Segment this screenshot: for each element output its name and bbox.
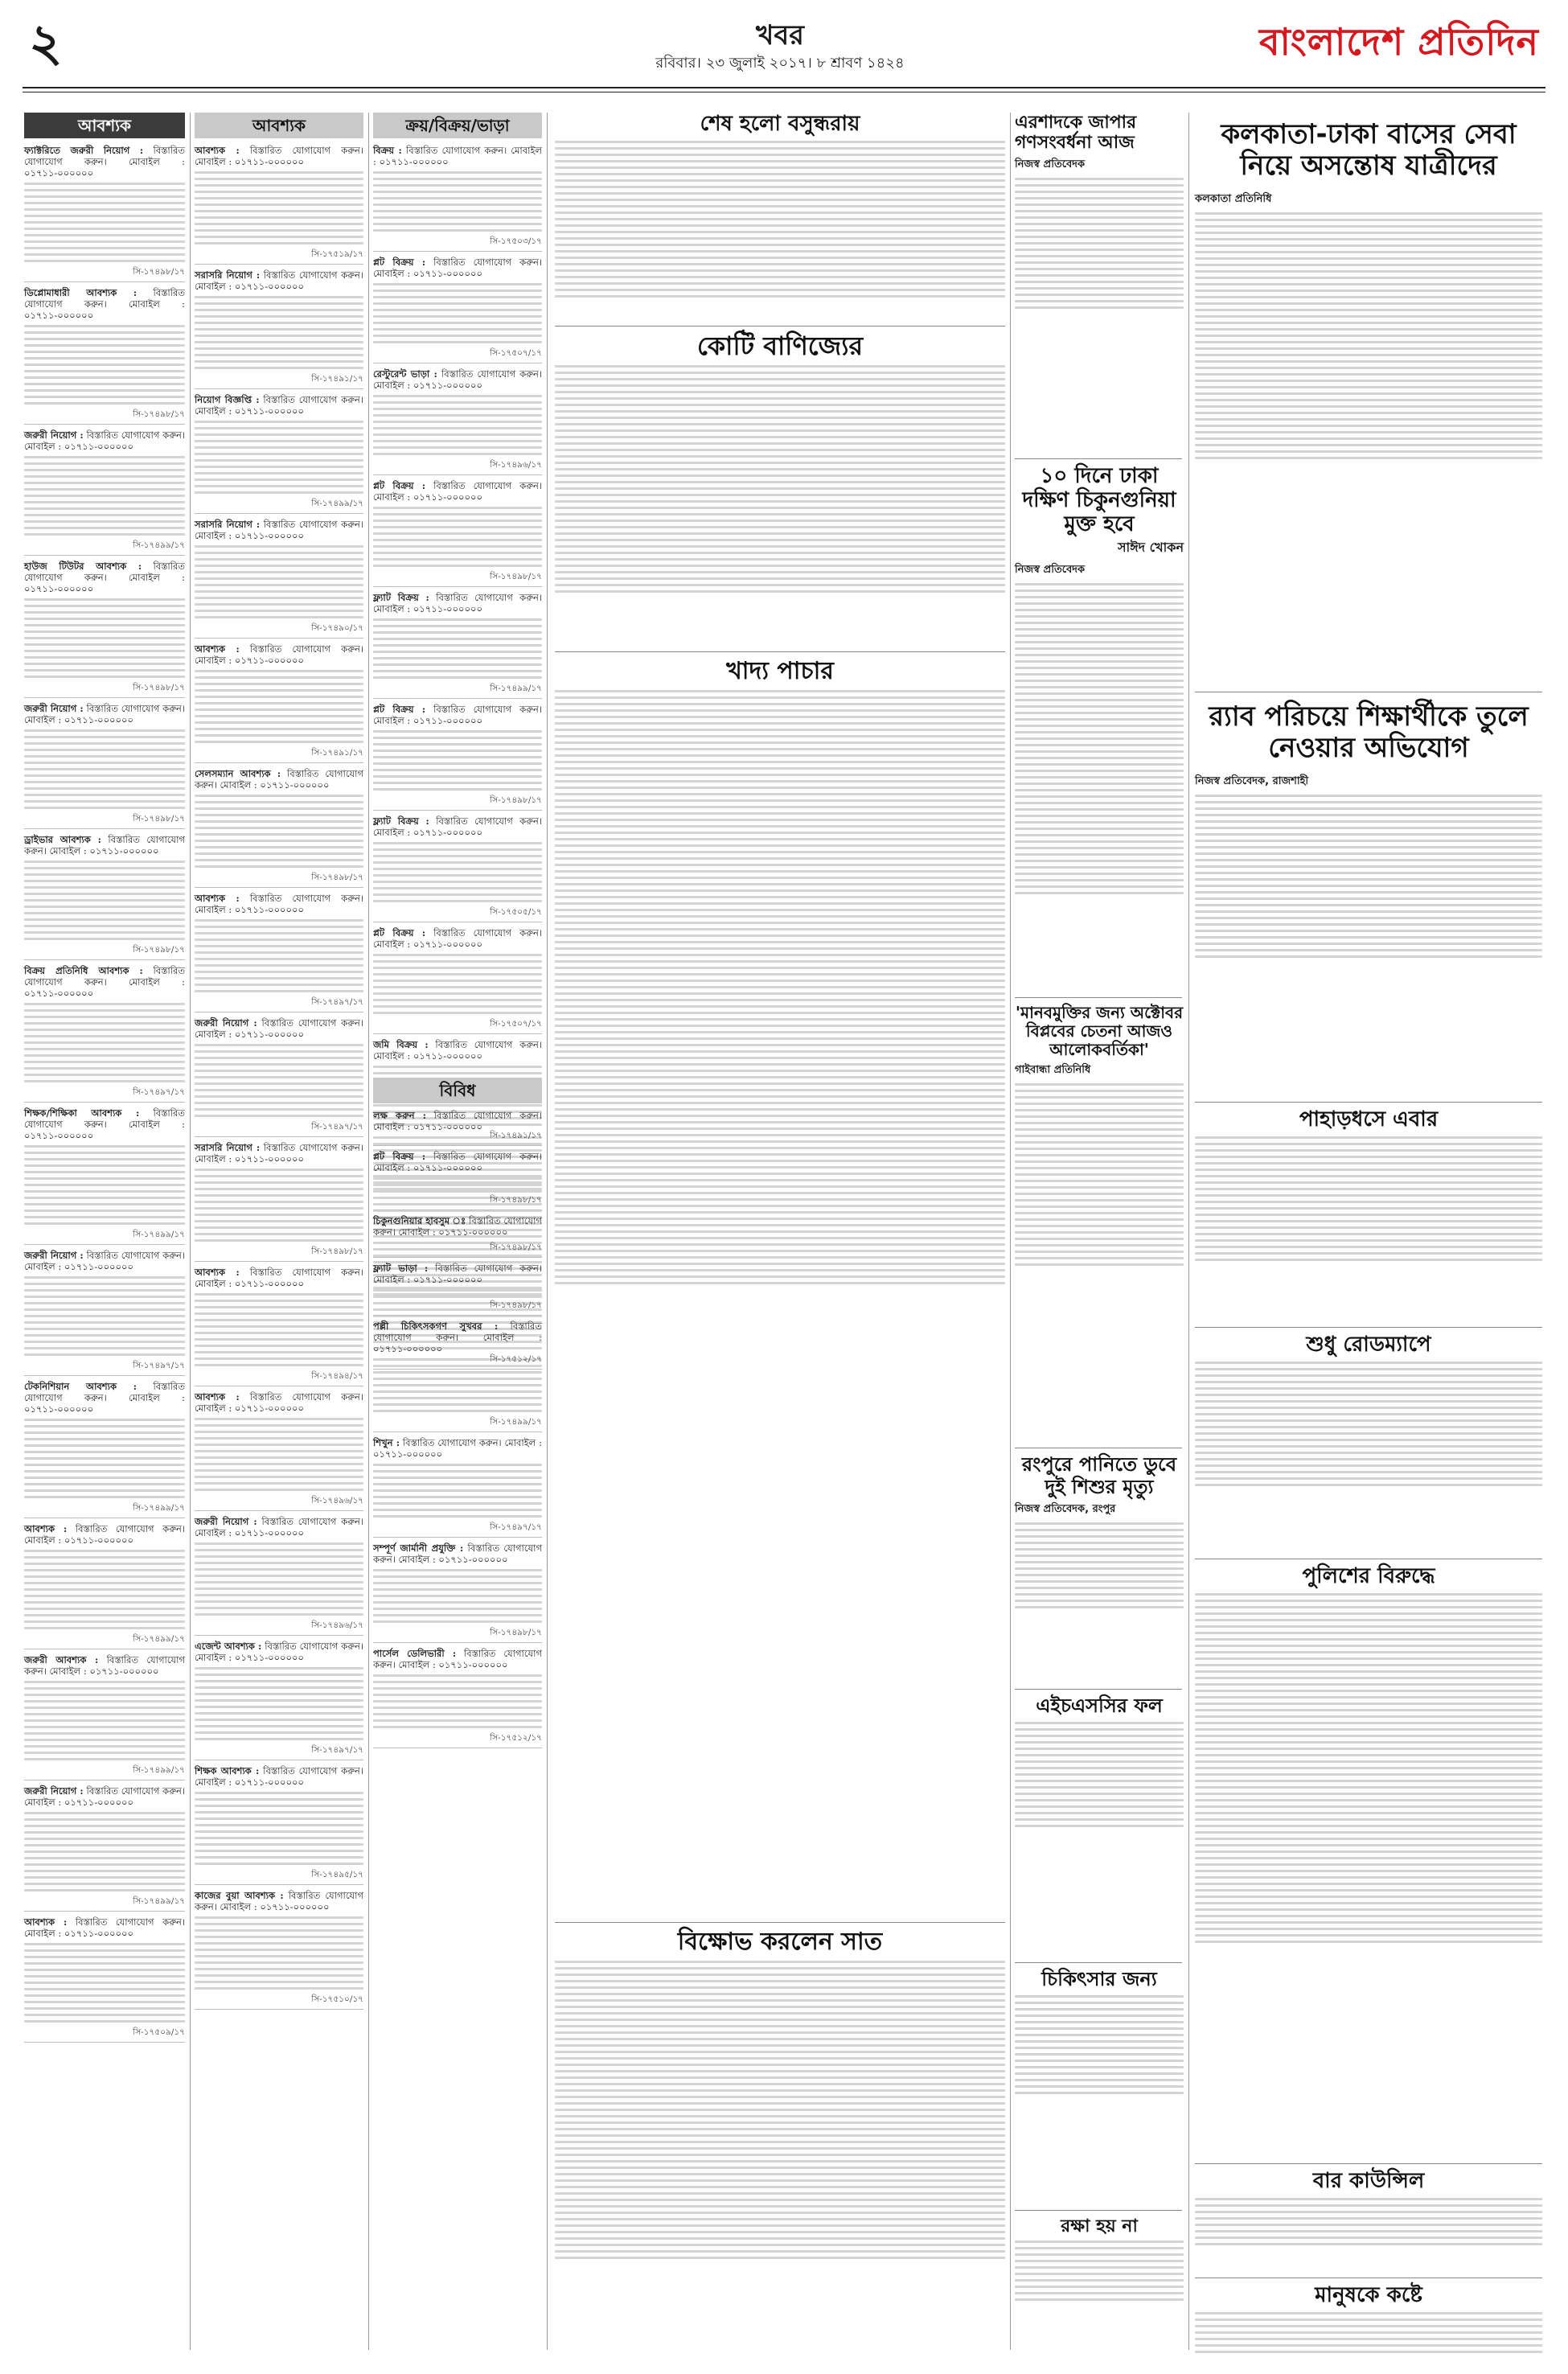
headline: কলকাতা-ঢাকা বাসের সেবা নিয়ে অসন্তোষ যাত্রীদের <box>1221 118 1517 183</box>
ad-body: বিস্তারিত যোগাযোগ করুন। মোবাইল : ০১৭১১-০০০০০০ <box>195 1267 364 1289</box>
article-roadmap <box>1195 1333 1542 1490</box>
ad-keyword: প্লট বিক্রয় : <box>373 704 426 715</box>
headline: শুধু রোডম্যাপে <box>1306 1333 1431 1357</box>
headline: 'মানবমুক্তির জন্য অক্টোবর বিপ্লবের চেতনা আজও আলোকবর্তিকা' <box>1015 1003 1184 1059</box>
ad-reference: সি-১৭৪৯৮/১৭ <box>490 1242 542 1252</box>
ad-keyword: ফ্ল্যাট বিক্রয় : <box>373 592 429 603</box>
classified-ad <box>373 480 542 587</box>
ad-body: বিস্তারিত যোগাযোগ করুন। মোবাইল : ০১৭১১-০০০০০০ <box>195 145 364 167</box>
ad-body: বিস্তারিত যোগাযোগ করুন। মোবাইল : ০১৭১১-০০০০০০ <box>24 429 185 452</box>
ad-body: বিস্তারিত যোগাযোগ করুন। মোবাইল : ০১৭১১-০০০০০০ <box>195 1516 363 1538</box>
ad-body: বিস্তারিত যোগাযোগ করুন। মোবাইল : ০১৭১১-০০০০০০ <box>195 643 364 666</box>
ad-reference: সি-১৭৪৯৭/১৭ <box>311 997 363 1007</box>
classified-ad <box>24 1250 185 1376</box>
ad-reference: সি-১৭৪৯৮/১৭ <box>133 945 185 955</box>
subtitle: সাঈদ খোকন <box>1117 539 1184 555</box>
ad-reference: সি-১৭৪৯৮/১৭ <box>490 1300 542 1310</box>
article-rab <box>1195 701 1542 962</box>
ad-reference: সি-১৭৪৯০/১৭ <box>311 623 363 633</box>
article-body <box>1015 583 1184 894</box>
ad-keyword: চিকুনগুনিয়ার হাবসুম ঃ <box>373 1215 466 1226</box>
column-divider <box>368 113 369 2350</box>
ad-keyword: জরুরী আবশ্যক : <box>24 1654 99 1665</box>
classified-ad <box>195 145 363 265</box>
classified-ad <box>24 1916 185 2043</box>
ad-reference: সি-১৭৫০৫/১৭ <box>490 907 542 917</box>
ad-body: বিস্তারিত যোগাযোগ করুন। মোবাইল : ০১৭১১-০০০০০০ <box>195 1641 364 1663</box>
article-body <box>1015 178 1184 309</box>
ad-reference: সি-১৭৫১২/১৭ <box>490 1733 542 1743</box>
article-body <box>555 690 1005 1284</box>
page-number: ২ <box>29 14 63 73</box>
classified-ad <box>373 368 542 475</box>
ad-keyword: আবশ্যক : <box>195 1391 240 1403</box>
ad-keyword: ড্রাইভার আবশ্যক : <box>24 834 101 845</box>
ad-body: বিস্তারিত যোগাযোগ করুন। মোবাইল : ০১৭১১-০০০০০০ <box>24 1523 186 1546</box>
ad-reference: সি-১৭৫১০/১৭ <box>311 1994 363 2004</box>
ad-body: বিস্তারিত যোগাযোগ করুন। মোবাইল : ০১৭১১-০০০০০০ <box>373 1263 543 1285</box>
classified-ad <box>195 519 363 639</box>
ad-reference: সি-১৭৪৯৮/১৭ <box>490 1628 542 1637</box>
classified-ad <box>373 592 542 699</box>
ad-reference: সি-১৭৪৯৮/১৭ <box>133 267 185 277</box>
ad-reference: সি-১৭৪৯৯/১৭ <box>133 1896 185 1906</box>
ad-keyword: আবশ্যক : <box>195 893 240 904</box>
ad-body: বিস্তারিত যোগাযোগ করুন। মোবাইল : ০১৭১১-০০০০০০ <box>195 269 364 292</box>
headline: রক্ষা হয় না <box>1061 2216 1138 2236</box>
ad-keyword: আবশ্যক : <box>24 1916 68 1928</box>
misc-header: বিবিধ <box>373 1078 542 1103</box>
ad-keyword: সম্পূর্ণ জার্মানী প্রযুক্তি : <box>373 1542 464 1554</box>
headline: কোটি বাণিজ্যের <box>696 331 864 361</box>
column-divider <box>190 113 191 2350</box>
ad-reference: সি-১৭৪৯৫/১৭ <box>311 1870 363 1879</box>
article-basundhara <box>555 113 1005 302</box>
ad-reference: সি-১৭৫০৩/১৭ <box>490 236 542 246</box>
classified-ad <box>195 269 363 389</box>
ad-reference: সি-১৭৪৯৮/১৭ <box>490 572 542 581</box>
article-body <box>1195 1136 1542 1261</box>
classified-col-3 <box>373 113 542 2350</box>
ad-keyword: হাউজ টিউটর আবশ্যক : <box>24 561 142 572</box>
headline: ১০ দিনে ঢাকা দক্ষিণ চিকুনগুনিয়া মুক্ত হবে <box>1022 464 1176 536</box>
ad-keyword: নিয়োগ বিজ্ঞপ্তি : <box>195 394 260 405</box>
article-body <box>1195 2198 1542 2245</box>
article-body <box>1195 1362 1542 1486</box>
ad-reference: সি-১৭৫০৭/১৭ <box>490 348 542 358</box>
ad-body: বিস্তারিত যোগাযোগ করুন। মোবাইল : ০১৭১১-০০০০০০ <box>24 145 185 179</box>
ad-reference: সি-১৭৪৯৯/১৭ <box>133 1634 185 1644</box>
date-line: রবিবার। ২৩ জুলাই ২০১৭। ৮ শ্রাবণ ১৪২৪ <box>655 55 905 72</box>
ad-keyword: কাজের বুয়া আবশ্যক : <box>195 1890 284 1901</box>
article-body <box>1195 2312 1542 2353</box>
ad-keyword: জরুরী নিয়োগ : <box>24 1785 84 1797</box>
article-body <box>1195 1593 1542 1943</box>
ad-reference: সি-১৭৪৯৯/১৭ <box>133 1503 185 1513</box>
article-body <box>1015 1995 1184 2094</box>
ad-keyword: বিক্রয় : <box>373 145 402 156</box>
ad-body: বিস্তারিত যোগাযোগ করুন। মোবাইল : ০১৭১১-০০০০০০ <box>373 1542 543 1565</box>
classified-ad <box>373 927 542 1034</box>
classified-ad <box>24 965 185 1103</box>
article-koti-banijya <box>555 331 1005 597</box>
article-body <box>555 1961 1005 2259</box>
classified-ad <box>24 1654 185 1780</box>
ad-body: বিস্তারিত যোগাযোগ করুন। মোবাইল : ০১৭১১-০০০০০০ <box>24 965 185 999</box>
article-bar-council <box>1195 2170 1542 2249</box>
ad-body: বিস্তারিত যোগাযোগ করুন। মোবাইল : ০১৭১১-০০০০০০ <box>24 1250 185 1272</box>
headline: বার কাউন্সিল <box>1312 2169 1425 2193</box>
ad-body: বিস্তারিত যোগাযোগ করুন। মোবাইল : ০১৭১১-০০০০০০ <box>373 1151 543 1173</box>
classified-ad <box>195 1516 363 1636</box>
ad-body: বিস্তারিত যোগাযোগ করুন। মোবাইল : ০১৭১১-০০০০০০ <box>195 893 364 915</box>
ad-body: বিস্তারিত যোগাযোগ করুন। মোবাইল : ০১৭১১-০০০০০০ <box>373 815 543 838</box>
column-divider <box>1010 113 1011 2350</box>
article-rokkha <box>1015 2216 1184 2305</box>
classified-ad <box>24 1107 185 1245</box>
article-body <box>1015 2241 1184 2301</box>
classified-ad <box>24 1381 185 1518</box>
byline: নিজস্ব প্রতিবেদক <box>1015 563 1086 576</box>
ad-reference: সি-১৭৪৯৮/১৭ <box>490 795 542 805</box>
article-police <box>1195 1565 1542 1947</box>
article-body <box>555 141 1005 298</box>
classified-ad <box>195 1890 363 2010</box>
headline: পুলিশের বিরুদ্ধে <box>1302 1564 1435 1588</box>
ad-keyword: জরুরী নিয়োগ : <box>24 703 84 714</box>
ad-body: বিস্তারিত যোগাযোগ করুন। মোবাইল : ০১৭১১-০০০০০০ <box>373 1320 542 1354</box>
ad-reference: সি-১৭৫১৯/১৭ <box>311 249 363 259</box>
classified-ad <box>24 1523 185 1649</box>
ad-keyword: লক্ষ করুন : <box>373 1110 426 1121</box>
ad-keyword: ফ্ল্যাট ভাড়া : <box>373 1263 429 1274</box>
ad-reference: সি-১৭৪৯১/১৭ <box>311 374 363 384</box>
ad-body: বিস্তারিত যোগাযোগ করুন। মোবাইল : ০১৭১১-০০০০০০ <box>24 703 185 725</box>
ad-keyword: প্লট বিক্রয় : <box>373 927 426 939</box>
byline: কলকাতা প্রতিনিধি <box>1195 193 1272 206</box>
classified-ad <box>195 643 363 763</box>
ad-reference: সি-১৭৪৯৯/১৭ <box>133 1230 185 1239</box>
headline: রংপুরে পানিতে ডুবে দুই শিশুর মৃত্যু <box>1021 1453 1177 1498</box>
ad-body: বিস্তারিত যোগাযোগ করুন। মোবাইল : ০১৭১১-০০০০০০ <box>373 927 543 950</box>
classified-ad <box>24 561 185 698</box>
ad-reference: সি-১৭৪৯৯/১৭ <box>133 540 185 550</box>
column-divider <box>547 113 548 2350</box>
ad-reference: সি-১৭৪৯৯/১৭ <box>490 1417 542 1427</box>
ad-keyword: আবশ্যক : <box>24 1523 68 1534</box>
article-body <box>1015 1083 1184 1266</box>
classified-ad <box>373 704 542 811</box>
ad-body: বিস্তারিত যোগাযোগ করুন। মোবাইল : ০১৭১১-০০০০০০ <box>24 561 185 594</box>
ad-keyword: জমি বিক্রয় : <box>373 1039 429 1050</box>
ad-reference: সি-১৭৪৯৮/১৭ <box>133 814 185 824</box>
ad-body: বিস্তারিত যোগাযোগ করুন। মোবাইল : ০১৭১১-০০০০০০ <box>373 1039 543 1062</box>
article-chikitsa <box>1015 1969 1184 2098</box>
ad-keyword: পার্সেল ডেলিভারী : <box>373 1648 457 1659</box>
classified-ad <box>195 1267 363 1386</box>
column-divider <box>1188 113 1189 2350</box>
headline: শেষ হলো বসুন্ধরায় <box>700 112 860 136</box>
headline: এরশাদকে জাপার গণসংবর্ধনা আজ <box>1015 113 1137 154</box>
article-khadya-pachar <box>555 658 1005 1288</box>
ad-body: বিস্তারিত যোগাযোগ করুন। মোবাইল : ০১৭১১-০০০০০০ <box>195 1142 364 1164</box>
ad-keyword: পল্লী চিকিৎসকগণ সুখবর : <box>373 1320 499 1332</box>
classified-ad <box>373 145 542 252</box>
headline: বিক্ষোভ করলেন সাত <box>677 1928 883 1956</box>
article-chikungunya <box>1015 465 1184 898</box>
ad-body: বিস্তারিত যোগাযোগ করুন। মোবাইল : ০১৭১১-০০০০০০ <box>373 1215 543 1238</box>
classified-ad <box>195 1017 363 1137</box>
classified-ad <box>24 834 185 960</box>
ad-keyword: সরাসরি নিয়োগ : <box>195 519 261 530</box>
classified-header: আবশ্যক <box>24 113 185 138</box>
classified-col-2 <box>195 113 363 2350</box>
ad-body: বিস্তারিত যোগাযোগ করুন। মোবাইল : ০১৭১১-০০০০০০ <box>195 394 364 417</box>
newspaper-logo: বাংলাদেশ প্রতিদিন <box>1258 20 1539 64</box>
ad-keyword: শিক্ষক/শিক্ষিকা আবশ্যক : <box>24 1107 140 1119</box>
classified-header: ক্রয়/বিক্রয়/ভাড়া <box>373 113 542 138</box>
ad-keyword: সেলসম্যান আবশ্যক : <box>195 768 281 779</box>
classified-ad <box>373 1542 542 1643</box>
ad-keyword: ফ্যাক্টরিতে জরুরী নিয়োগ : <box>24 145 144 156</box>
ad-keyword: ফ্ল্যাট বিক্রয় : <box>373 815 429 827</box>
byline: নিজস্ব প্রতিবেদক <box>1015 158 1086 170</box>
ad-reference: সি-১৭৪৯৮/১৭ <box>311 873 363 882</box>
ad-reference: সি-১৭৪৯৯/১৭ <box>490 684 542 693</box>
headline: এইচএসসির ফল <box>1036 1694 1163 1717</box>
ad-body: বিস্তারিত যোগাযোগ করুন। মোবাইল : ০১৭১১-০০০০০০ <box>373 480 543 503</box>
article-manush-koshte <box>1195 2284 1542 2357</box>
ad-body: বিস্তারিত যোগাযোগ করুন। মোবাইল : ০১৭১১-০০০০০০ <box>373 592 543 614</box>
article-ershad <box>1015 113 1184 313</box>
classified-header: আবশ্যক <box>195 113 363 138</box>
article-body <box>1015 1722 1184 1827</box>
ad-keyword: প্লট বিক্রয় : <box>373 257 426 268</box>
classified-ad <box>195 1142 363 1262</box>
ad-body: বিস্তারিত যোগাযোগ করুন। মোবাইল : ০১৭১১-০০০০০০ <box>24 287 185 321</box>
ad-reference: সি-১৭৪৯৬/১৭ <box>490 460 542 470</box>
ad-body: বিস্তারিত যোগাযোগ করুন। মোবাইল : ০১৭১১-০০০০০০ <box>24 1785 185 1808</box>
article-body <box>555 365 1005 593</box>
ad-reference: সি-১৭৪৯৭/১৭ <box>490 1522 542 1532</box>
ad-reference: সি-১৭৪৯১/১৭ <box>490 1131 542 1140</box>
ad-keyword: জরুরী নিয়োগ : <box>195 1017 257 1029</box>
ad-reference: সি-১৭৪৯৭/১৭ <box>133 1361 185 1370</box>
ad-body: বিস্তারিত যোগাযোগ করুন। মোবাইল : ০১৭১১-০০০০০০ <box>373 1437 542 1460</box>
classified-ad <box>195 1641 363 1760</box>
classified-ad <box>195 394 363 514</box>
classified-ad <box>373 1437 542 1538</box>
ad-keyword: রেস্টুরেন্ট ভাড়া : <box>373 368 437 380</box>
headline: চিকিৎসার জন্য <box>1041 1968 1157 1990</box>
article-rangpur <box>1015 1454 1184 1612</box>
byline: নিজস্ব প্রতিবেদক, রংপুর <box>1015 1503 1116 1516</box>
headline: পাহাড়ধসে এবার <box>1299 1107 1439 1132</box>
ad-keyword: সরাসরি নিয়োগ : <box>195 1142 261 1153</box>
classified-ad <box>373 815 542 922</box>
classified-ad <box>195 768 363 888</box>
classified-ad <box>195 1765 363 1885</box>
article-body <box>1195 212 1542 459</box>
ad-keyword: শিখুন : <box>373 1437 400 1448</box>
ad-body: বিস্তারিত যোগাযোগ করুন। মোবাইল : ০১৭১১-০০০০০০ <box>24 1381 185 1415</box>
ad-reference: সি-১৭৪৯৭/১৭ <box>311 1122 363 1132</box>
article-hsc <box>1015 1695 1184 1831</box>
article-bikkhobh <box>555 1928 1005 2263</box>
byline: নিজস্ব প্রতিবেদক, রাজশাহী <box>1195 775 1309 788</box>
ad-reference: সি-১৭৪৯৮/১৭ <box>133 683 185 692</box>
ad-keyword: শিক্ষক আবশ্যক : <box>195 1765 260 1776</box>
ad-reference: সি-১৭৪৯৬/১৭ <box>311 1496 363 1505</box>
ad-reference: সি-১৭৪৯১/১৭ <box>311 748 363 758</box>
classified-ad <box>24 287 185 425</box>
article-october-biplob <box>1015 1004 1184 1270</box>
ad-keyword: সরাসরি নিয়োগ : <box>195 269 261 281</box>
article-body <box>1015 1522 1184 1608</box>
article-pahar-dhos <box>1195 1108 1542 1265</box>
ad-body: বিস্তারিত যোগাযোগ করুন। মোবাইল : ০১৭১১-০০০০০০ <box>24 1654 186 1677</box>
classified-ad <box>24 145 185 282</box>
ad-body: বিস্তারিত যোগাযোগ করুন। মোবাইল : ০১৭১১-০০০০০০ <box>373 257 543 279</box>
ad-reference: সি-১৭৪৯৮/১৭ <box>490 1195 542 1205</box>
classified-ad <box>373 1648 542 1748</box>
headline: র‌্যাব পরিচয়ে শিক্ষার্থীকে তুলে নেওয়ার অভিযোগ <box>1209 700 1529 765</box>
ad-body: বিস্তারিত যোগাযোগ করুন। মোবাইল : ০১৭১১-০০০০০০ <box>24 1107 186 1141</box>
classified-ad <box>373 257 542 363</box>
ad-reference: সি-১৭৫০৯/১৭ <box>133 2027 185 2037</box>
ad-reference: সি-১৭৪৯৬/১৭ <box>311 1620 363 1630</box>
ad-keyword: আবশ্যক : <box>195 145 240 156</box>
ad-keyword: ডিপ্লোমাধারী আবশ্যক : <box>24 287 138 298</box>
masthead-rule <box>23 87 1545 88</box>
classified-ad <box>195 1391 363 1511</box>
ad-keyword: জরুরী নিয়োগ : <box>24 429 84 441</box>
classified-ad <box>373 1320 542 1432</box>
ad-keyword: জরুরী নিয়োগ : <box>24 1250 84 1261</box>
ad-reference: সি-১৭৪৯৮/১৭ <box>311 1247 363 1256</box>
ad-keyword: টেকনিশিয়ান আবশ্যক : <box>24 1381 138 1392</box>
headline: মানুষকে কষ্টে <box>1315 2283 1422 2307</box>
ad-body: বিস্তারিত যোগাযোগ করুন। মোবাইল : ০১৭১১-০০০০০০ <box>195 1890 364 1912</box>
section-title: খবর <box>756 19 804 51</box>
ad-keyword: এজেন্ট আবশ্যক : <box>195 1641 262 1652</box>
ad-body: বিস্তারিত যোগাযোগ করুন। মোবাইল : ০১৭১১-০০০০০০ <box>24 1916 186 1939</box>
ad-body: বিস্তারিত যোগাযোগ করুন। মোবাইল : ০১৭১১-০০০০০০ <box>373 145 543 167</box>
ad-reference: সি-১৭৪৯৪/১৭ <box>311 1371 363 1381</box>
article-kolkata-bus <box>1195 119 1542 463</box>
ad-reference: সি-১৭৪৯৯/১৭ <box>311 499 363 508</box>
ad-body: বিস্তারিত যোগাযোগ করুন। মোবাইল : ০১৭১১-০০০০০০ <box>195 1765 363 1788</box>
ad-keyword: প্লট বিক্রয় : <box>373 1151 426 1162</box>
ad-keyword: আবশ্যক : <box>195 1267 240 1278</box>
ad-body: বিস্তারিত যোগাযোগ করুন। মোবাইল : ০১৭১১-০০০০০০ <box>373 1648 543 1670</box>
ad-reference: সি-১৭৪৯৭/১৭ <box>133 1087 185 1097</box>
ad-keyword: আবশ্যক : <box>195 643 240 655</box>
ad-body: বিস্তারিত যোগাযোগ করুন। মোবাইল : ০১৭১১-০০০০০০ <box>195 1017 363 1040</box>
classified-ad <box>24 703 185 829</box>
ad-body: বিস্তারিত যোগাযোগ করুন। মোবাইল : ০১৭১১-০০০০০০ <box>195 768 363 791</box>
ad-keyword: জরুরী নিয়োগ : <box>195 1516 257 1527</box>
byline: গাইবান্ধা প্রতিনিধি <box>1015 1064 1091 1076</box>
ad-reference: সি-১৭৪৯৯/১৭ <box>133 1765 185 1775</box>
classified-ad <box>24 1785 185 1912</box>
classified-ad <box>195 893 363 1012</box>
ad-body: বিস্তারিত যোগাযোগ করুন। মোবাইল : ০১৭১১-০০০০০০ <box>195 519 364 541</box>
classified-ad <box>24 429 185 556</box>
ad-keyword: বিক্রয় প্রতিনিধি আবশ্যক : <box>24 965 143 976</box>
ad-reference: সি-১৭৫১২/১৭ <box>490 1354 542 1364</box>
ad-body: বিস্তারিত যোগাযোগ করুন। মোবাইল : ০১৭১১-০০০০০০ <box>373 368 543 391</box>
ad-body: বিস্তারিত যোগাযোগ করুন। মোবাইল : ০১৭১১-০০০০০০ <box>373 704 543 726</box>
ad-reference: সি-১৭৫০৭/১৭ <box>490 1019 542 1029</box>
classified-col-1 <box>24 113 185 2350</box>
ad-body: বিস্তারিত যোগাযোগ করুন। মোবাইল : ০১৭১১-০০০০০০ <box>24 834 186 856</box>
ad-body: বিস্তারিত যোগাযোগ করুন। মোবাইল : ০১৭১১-০০০০০০ <box>195 1391 364 1414</box>
ad-reference: সি-১৭৪৯৭/১৭ <box>311 1745 363 1755</box>
ad-keyword: প্লট বিক্রয় : <box>373 480 426 491</box>
headline: খাদ্য পাচার <box>726 657 834 685</box>
ad-body: বিস্তারিত যোগাযোগ করুন। মোবাইল : ০১৭১১-০০০০০০ <box>373 1110 542 1132</box>
ad-reference: সি-১৭৪৯৮/১৭ <box>133 409 185 419</box>
article-body <box>1195 795 1542 958</box>
